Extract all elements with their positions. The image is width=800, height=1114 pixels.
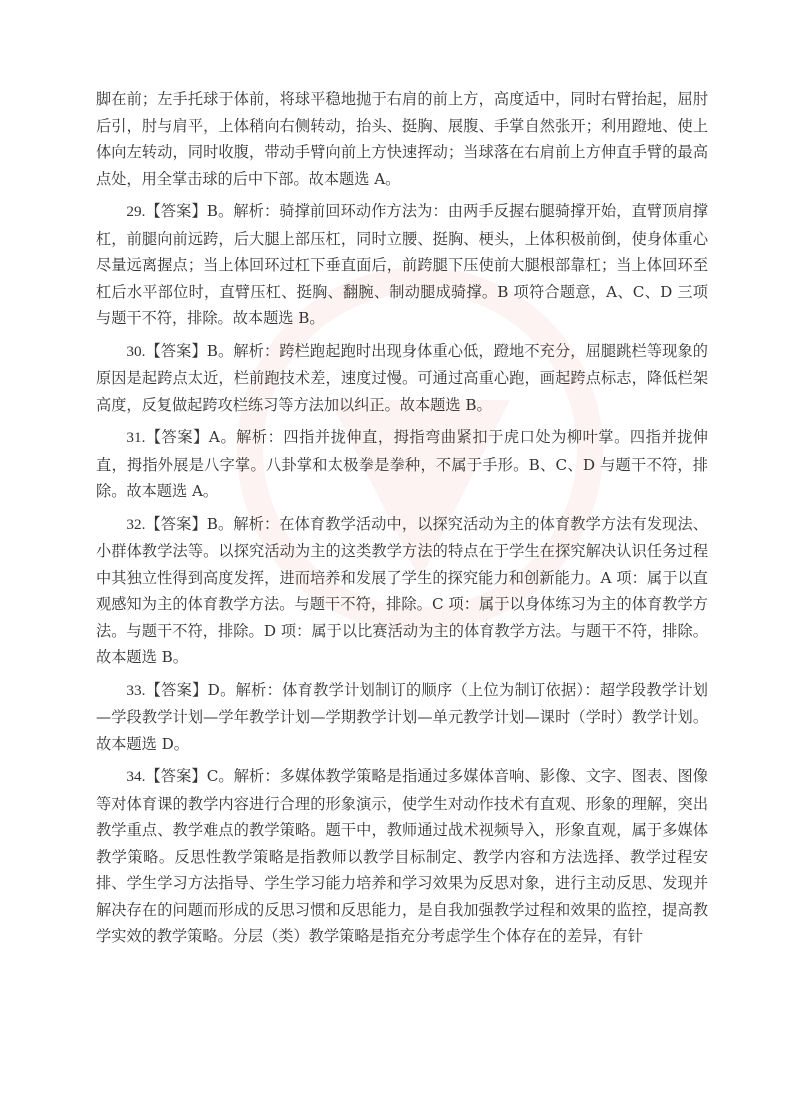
question-number: 33. — [126, 681, 146, 699]
question-number: 30. — [126, 342, 146, 360]
paragraph-text: 【答案】B。解析：跨栏跑起跑时出现身体重心低，蹬地不充分，屈腿跳栏等现象的原因是起跨点太近，栏前跑技术差，速度过慢。可通过高重心跑，画起跨点标志，降低栏架高度，反复做起跨攻栏练习等方法加以纠正。故本题选 B。 — [96, 341, 708, 414]
answer-33 — [96, 677, 708, 758]
answer-30 — [96, 338, 708, 419]
paragraph-continuation — [96, 86, 708, 192]
paragraph-text: 【答案】C。解析：多媒体教学策略是指通过多媒体音响、影像、文字、图表、图像等对体育课的教学内容进行合理的形象演示，使学生对动作技术有直观、形象的理解，突出教学重点、教学难点的教学策略。题干中，教师通过战术视频导入，形象直观，属于多媒体教学策略。反思性教学策略是指教师以教学目标制定、教学内容和方法选择、教学过程安排、学生学习方法指导、学生学习能力培养和学习效果为反思对象，进行主动反思、发现并解决存在的问题而形成的反思习惯和反思能力，是自我加强教学过程和效果的监控，提高教学实效的教学策略。分层（类）教学策略是指充分考虑学生个体存在的差异，有针 — [96, 767, 708, 945]
paragraph-text: 【答案】D。解析：体育教学计划制订的顺序（上位为制订依据）：超学段教学计划—学段教学计划—学年教学计划—学期教学计划—单元教学计划—课时（学时）教学计划。故本题选 D。 — [96, 680, 708, 753]
answer-34 — [96, 763, 708, 950]
paragraph-text: 【答案】B。解析：骑撑前回环动作方法为：由两手反握右腿骑撑开始，直臂顶肩撑杠，前腿向前远跨，后大腿上部压杠，同时立腰、挺胸、梗头，上体积极前倒，使身体重心尽量远离握点；当上体回环过杠下垂直面后，前跨腿下压使前大腿根部靠杠；当上体回环至杠后水平部位时，直臂压杠、挺胸、翻腕、制动腿成骑撑。B 项符合题意，A、C、D 三项与题干不符，排除。故本题选 B。 — [96, 202, 708, 327]
paragraph-text: 脚在前；左手托球于体前，将球平稳地抛于右肩的前上方，高度适中，同时右臂抬起，屈肘后引，肘与肩平，上体稍向右侧转动，抬头、挺胸、展腹、手掌自然张开；利用蹬地、使上体向左转动，同时收腹，带动手臂向前上方快速挥动；当球落在右肩前上方伸直手臂的最高点处，用全掌击球的后中下部。故本题选 A。 — [96, 90, 708, 188]
question-number: 31. — [126, 429, 146, 446]
question-number: 34. — [126, 768, 146, 785]
paragraph-text: 【答案】B。解析：在体育教学活动中，以探究活动为主的体育教学方法有发现法、小群体教学法等。以探究活动为主的这类教学方法的特点在于学生在探究解决认识任务过程中其独立性得到高度发挥，进而培养和发展了学生的探究能力和创新能力。A 项：属于以直观感知为主的体育教学方法。与题干不符，排除。C 项：属于以身体练习为主的体育教学方法。与题干不符，排除。D 项：属于以比赛活动为主的体育教学方法。与题干不符，排除。故本题选 B。 — [96, 514, 708, 666]
answer-31 — [96, 424, 708, 505]
answer-29 — [96, 198, 708, 332]
question-number: 32. — [126, 515, 146, 533]
answer-32 — [96, 511, 708, 671]
document-page — [96, 86, 708, 956]
paragraph-text: 【答案】A。解析：四指并拢伸直，拇指弯曲紧扣于虎口处为柳叶掌。四指并拢伸直，拇指外展是八字掌。八卦掌和太极拳是拳种，不属于手形。B、C、D 与题干不符，排除。故本题选 A。 — [96, 428, 708, 500]
question-number: 29. — [126, 203, 146, 220]
